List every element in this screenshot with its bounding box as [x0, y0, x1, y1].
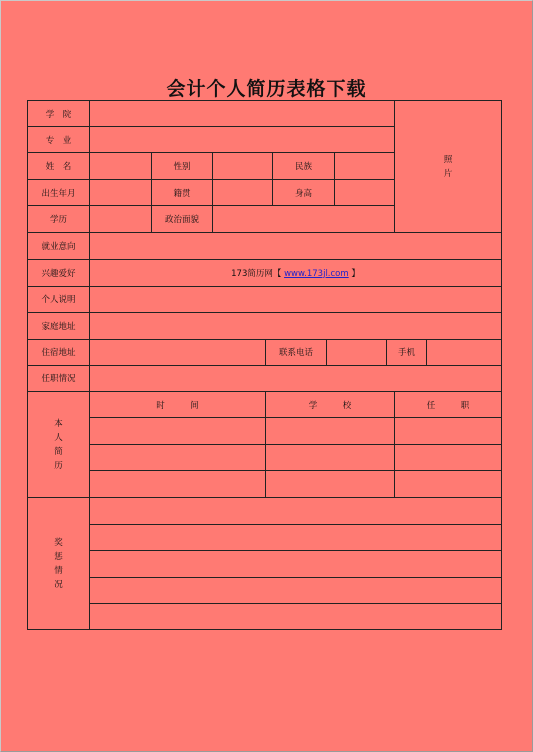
resume-position-cell[interactable]	[395, 445, 502, 471]
resume-position-cell[interactable]	[395, 471, 502, 498]
table-row	[28, 418, 502, 445]
field-phone[interactable]	[327, 339, 387, 365]
col-header-school: 学 校	[266, 392, 395, 418]
field-personal[interactable]	[90, 286, 502, 312]
resume-time-cell[interactable]	[90, 471, 266, 498]
table-row	[28, 550, 502, 577]
page-title: 会计个人简历表格下载	[166, 78, 367, 100]
awards-line[interactable]	[90, 524, 502, 550]
row-school	[28, 101, 502, 127]
label-name: 姓 名	[28, 153, 90, 180]
resume-table	[27, 100, 502, 630]
label-education: 学历	[28, 206, 90, 233]
awards-line[interactable]	[90, 550, 502, 577]
row-personal	[28, 286, 502, 312]
field-gender[interactable]	[213, 153, 273, 180]
label-birth: 出生年月	[28, 180, 90, 206]
resume-position-cell[interactable]	[395, 418, 502, 445]
label-hobbies: 兴趣爱好	[28, 259, 90, 286]
table-row	[28, 524, 502, 550]
resume-school-cell[interactable]	[266, 418, 395, 445]
label-political: 政治面貌	[152, 206, 213, 233]
row-hobbies	[28, 259, 502, 286]
hobbies-suffix: 】	[348, 268, 360, 279]
label-positions: 任职情况	[28, 365, 90, 391]
photo-label: 照 片	[443, 154, 453, 179]
awards-line[interactable]	[90, 603, 502, 629]
field-job-intent[interactable]	[90, 233, 502, 259]
field-name[interactable]	[90, 153, 152, 180]
table-row	[28, 445, 502, 471]
label-origin: 籍贯	[152, 180, 213, 206]
resume-time-cell[interactable]	[90, 418, 266, 445]
resume-time-cell[interactable]	[90, 445, 266, 471]
field-home-address[interactable]	[90, 312, 502, 339]
row-positions	[28, 365, 502, 391]
resume-school-cell[interactable]	[266, 445, 395, 471]
row-job-intent	[28, 233, 502, 259]
row-home-address	[28, 312, 502, 339]
field-mobile[interactable]	[427, 339, 502, 365]
field-origin[interactable]	[213, 180, 273, 206]
field-positions[interactable]	[90, 365, 502, 391]
awards-line[interactable]	[90, 577, 502, 603]
col-header-time: 时 间	[90, 392, 266, 418]
table-row	[28, 471, 502, 498]
label-height: 身高	[273, 180, 335, 206]
label-mobile: 手机	[387, 339, 427, 365]
field-residence[interactable]	[90, 339, 266, 365]
table-row	[28, 603, 502, 629]
table-row	[28, 577, 502, 603]
label-gender: 性别	[152, 153, 213, 180]
label-job-intent: 就业意向	[28, 233, 90, 259]
field-birth[interactable]	[90, 180, 152, 206]
resume-header-row	[28, 392, 502, 418]
field-school[interactable]	[90, 101, 395, 127]
col-header-position: 任 职	[395, 392, 502, 418]
label-school: 学 院	[28, 101, 90, 127]
label-resume: 本 人 简 历	[28, 392, 90, 498]
field-major[interactable]	[90, 127, 395, 153]
field-political[interactable]	[213, 206, 395, 233]
label-residence: 住宿地址	[28, 339, 90, 365]
field-height[interactable]	[335, 180, 395, 206]
field-hobbies[interactable]	[90, 259, 502, 286]
field-ethnicity[interactable]	[335, 153, 395, 180]
resume-school-cell[interactable]	[266, 471, 395, 498]
label-ethnicity: 民族	[273, 153, 335, 180]
hobbies-prefix: 173简历网【	[231, 268, 285, 279]
field-education[interactable]	[90, 206, 152, 233]
hobbies-link[interactable]: www.173jl.com	[284, 268, 349, 279]
label-personal: 个人说明	[28, 286, 90, 312]
label-home-address: 家庭地址	[28, 312, 90, 339]
photo-cell[interactable]	[395, 101, 502, 233]
label-phone: 联系电话	[266, 339, 327, 365]
awards-line[interactable]	[90, 498, 502, 524]
row-residence	[28, 339, 502, 365]
label-awards: 奖 惩 情 况	[28, 498, 90, 630]
label-major: 专 业	[28, 127, 90, 153]
table-row	[28, 498, 502, 524]
